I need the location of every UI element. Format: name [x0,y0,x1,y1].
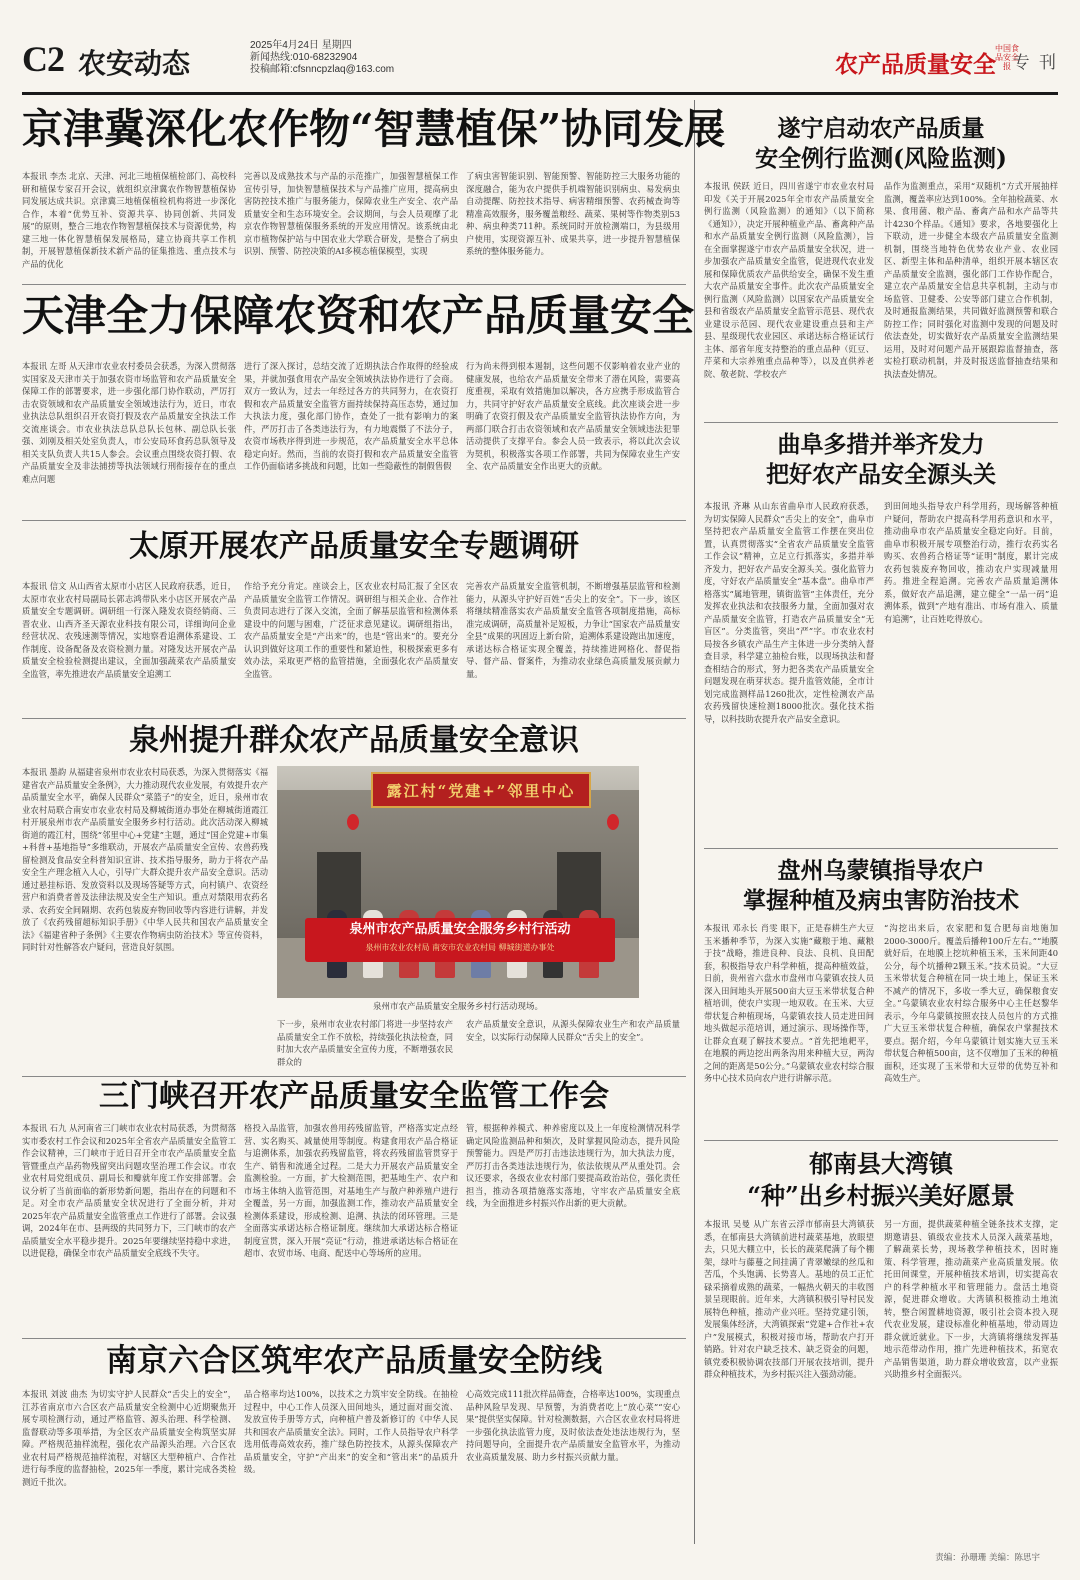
article-body: 管，根据种养模式、种养密度以及上一年度检测情况科学确定风险监测品种和频次，及时掌握风险动态，提升风险预警能力。四是严厉打击违法违规行为，加大执法力度，严厉打击各类违法违规行为，依法依规从严从重处罚。会议还要求，各级农业农村部门要提高政治站位，强化责任担当，推动各项措施落实落地，守牢农产品质量安全底线，为全面推进乡村振兴作出新的更大贡献。 [466,1123,680,1208]
headline-yunan [704,1148,1058,1212]
header-rule [22,92,1058,95]
article-body: 本报讯 石九 从河南省三门峡市农业农村局获悉，为贯彻落实市委农村工作会议和2025年全省农产品质量安全监管工作会议精神，三门峡市于近日召开全市农产品质量安全监管暨重点产品药物残留突出问题攻坚治理工作会议。市农业农村局党组成员、副局长和瓣就年度工作安排部署。会议分析了当前面临的新形势新问题，指出存在的问题和不足。对全市农产品质量安全状况进行了全面分析，并对2025年农产品质量安全监管重点工作进行了部署。会议强调，2024年在市、县两级的共同努力下，三门峡市的农产品质量安全水平稳步提升。2025年要继续坚持稳中求进，以进促稳，确保全市农产品质量安全底线不失守。 [22,1123,236,1258]
divider [22,284,686,285]
divider [22,718,686,719]
article-body: 进行了深入探讨，总结交流了近期执法合作取得的经验成果，并就加强食用农产品安全领域执法协作进行了会商。双方一致认为，过去一年经过各方的共同努力，在农资打假和农产品质量安全监管方面持续保持高压态势，通过加大执法力度，强化部门协作，查处了一批有影响力的案件，严厉打击了各类违法行为，有力地震慑了不法分子，农资市场秩序得到进一步规范，农产品质量安全水平总体稳定向好。然而，当前的农资打假和农产品质量安全监管工作仍面临诸多挑战和问题，比如一些隐蔽性的制假售假 [244,361,458,471]
article-body: 本报讯 邓永长 肖雯 眼下，正是春耕生产大豆玉米播种季节，为深入实施“藏粮于地、藏粮于技”战略，推进良种、良法、良机、良田配套，积极指导农户科学种植，提高种植效益，日前，贵州省六盘水市盘州市乌蒙镇农技人员深入田间地头开展500亩大豆玉米带状复合种植培训，使农户实现一地双收。在玉米、大豆带状复合种植现场，乌蒙镇农技人员走进田间地头做起示范培训，通过演示、现场操作等，让群众直观了解技术要点。“首先把地耙平，在地膜的两边挖出两条沟用来种植大豆，两沟之间的距离是50公分。”乌蒙镇农业农村综合服务中心技术员向农户进行讲解示范。 [704,923,874,1083]
special-edition-title: 农产品质量安全 [835,52,996,78]
article-body: 行为尚未得到根本遏制，这些问题不仅影响着农业产业的健康发展，也给农产品质量安全带来了潜在风险，需要高度重视，采取有效措施加以解决，各方应携手形成监管合力，共同守护好农产品质量安全底线。此次座谈会进一步明确了农资打假及农产品质量安全监管执法协作方向，为两部门联合打击农资领域和农产品质量安全领域违法犯罪活动提供了支撑平台。参会人员一致表示，将以此次会议为契机，积极落实各项工作部署，共同为保障农业生产安全、农产品质量安全作出更大的贡献。 [466,361,680,471]
newspaper-logo: 中国食品安全报 [995,44,1019,71]
article-body: 下一步，泉州市农业农村部门将进一步坚持农产品质量安全工作不放松，持续强化执法检查，同时加大农产品质量安全宣传力度，不断增强农民群众的 [277,1019,453,1067]
issue-date: 2025年4月24日 星期四 [250,40,352,51]
article-body: 本报讯 左哥 从天津市农业农村委员会获悉，为深入贯彻落实国家及天津市关于加强农资市场监管和农产品质量安全保障工作的部署要求，进一步强化部门协作联动，严厉打击农资领域和农产品质量安全领域违法行为，近日，市农业执法总队组织召开农资打假及农产品质量安全执法工作交流座谈会。市农业执法总队总队长包林、副总队长张强、刘刚及相关处室负责人，市公安局环食药总队领导及相关支队负责人共15人参会。会议重点围绕农资打假、农产品质量安全及非法捕捞等执法领域行刑衔接存在的重点难点问题 [22,361,236,484]
article-body: 农产品质量安全意识，从源头保障农业生产和农产品质量安全，以实际行动保障人民群众“舌尖上的安全”。 [466,1019,680,1042]
issue-meta [250,40,394,76]
activity-banner [305,918,615,962]
headline-sanmenxia: 三门峡召开农产品质量安全监管工作会 [99,1079,609,1114]
village-signboard: 露江村“党建+”邻里中心 [371,772,591,808]
article-body: 另一方面，提供蔬菜种植全链条技术支撑，定期邀请县、镇级农业技术人员深入蔬菜基地，了解蔬菜长势，现场教学种植技术，因时施策、科学管理，推动蔬菜产业高质量发展。依托田间课堂，开展种植技术培训，切实提高农户的科学种植水平和管理能力。盘活土地资源，促进群众增收。大湾镇积极推动土地流转，整合闲置耕地资源，吸引社会资本投入现代农业发展，建设标准化种植基地，带动周边群众就近就业。下一步，大湾镇将继续发挥基地示范带动作用，推广先进种植技术，拓宽农产品销售渠道，助力群众增收致富，以产业振兴助推乡村全面振兴。 [884,1219,1058,1379]
headline-line: 遂宁启动农产品质量 [777,115,985,142]
headline-line: 郁南县大湾镇 [809,1149,953,1178]
photo-caption: 泉州市农产品质量安全服务乡村行活动现场。 [372,1002,543,1012]
article-body: 本报讯 墨韵 从福建省泉州市农业农村局获悉，为深入贯彻落实《福建省农产品质量安全条例》，大力推动现代农业发展，有效提升农产品质量安全水平，确保人民群众“菜篮子”的安全，近日，泉州市农业农村局联合南安市农业农村局及柳城街道办事处在柳城街道霞江村开展泉州市农产品质量安全服务乡村行活动。此次活动深入柳城街道的霞江村，围绕“邻里中心+党建”主题，通过“国企党建+市集+科普+基地指导”多维联动，开展农产品质量安全宣传、农兽药残留检测及食品安全科普知识宣讲、技术指导服务，助力于将农产品安全生产理念植入人心，引导广大群众提升农产品安全意识。活动通过悬挂标语、发放资料以及现场答疑等方式，向村镇户、农资经营户和消费者普及法律法规及安全生产知识。重点对禁限用农药名录、农药安全间隔期、农药包装废弃物回收等内容进行讲解，并发放了《农药残留超标知识手册》《中华人民共和国农产品质量安全法》《福建省种子条例》《主要农作物病虫防治技术》等宣传资料，同时针对性解答农户疑问，营造良好氛围。 [22,767,268,952]
article-body: 本报讯 信文 从山西省太原市小店区人民政府获悉，近日，太原市农业农村局副局长郭志鸿带队来小店区开展农产品质量安全专题调研。调研组一行深入隆发农资经销商、三晋农业、山西齐圣天源农业科技有限公司，详细询问企业经营状况、农残速测等情况，实地察看追溯体系建设、工作制度、设备配备及农资检测力量。对隆发达开展农产品质量安全检验检测提出建议，全面加强蔬菜农产品质量安全监管，率先推进农产品质量安全追溯工 [22,581,236,679]
article-body: 了病虫害智能识别、智能预警、智能防控三大服务功能的深度融合，能为农户提供手机端智能识别病虫、易发病虫自动提醒、防控技术指导、病害精细预警、农药械查询等精准高效服务，服务覆盖粮经、蔬菜、果树等作物类别53种、病虫种类711种。系统同时开放检测端口，为县级用户使用，实现资源互补、成果共享，进一步提升智慧植保系统的整体服务能力。 [466,171,680,256]
headline-quanzhou: 泉州提升群众农产品质量安全意识 [129,723,579,758]
red-lantern-icon [607,814,619,830]
article-body: 作给予充分肯定。座谈会上，区农业农村局汇报了全区农产品质量安全监管工作情况。调研组与相关企业、合作社负责同志进行了深入交流，全面了解基层监管和检测体系建设中的问题与困难，广泛征求意见建议。调研组指出，农产品质量安全是“产出来”的，也是“管出来”的。要充分认识到做好这项工作的重要性和紧迫性，积极探索更多有效办法，采取更严格的监管措施，全面强化农产品质量安全监管。 [244,581,458,679]
article-body: 完善以及成熟技术与产品的示范推广，加强智慧植保工作宣传引导，加快智慧植保技术与产品推广应用，提高病虫害防控技术推广与服务能力，保障农业生产安全、农产品质量安全和生态环境安全。会议期间，与会人员观摩了北京农作物智慧植保服务系统的开发应用情况。该系统由北京市植物保护站与中国农业大学联合研发，是整合了病虫识别、预警、防控决策的AI多模态植保模型，实现 [244,171,458,256]
headline-jingjinji: 京津冀深化农作物“智慧植保”协同发展 [22,105,726,153]
banner-title: 泉州市农产品质量安全服务乡村行活动 [349,922,571,937]
divider [22,520,686,521]
article-body: 本报讯 吴曼 从广东省云浮市郁南县大湾镇获悉，在郁南县大湾镇前进村蔬菜基地，放眼望去，只见大棚立中，长长的蔬菜爬满了每个棚架，绿叶与藤蔓之间挂满了青翠嫩绿的丝瓜和苦瓜，个头饱满、长势喜人。基地的员工正忙碌采摘着成熟的蔬菜，一幅热火朝天的丰收图景呈现眼前。近年来，大湾镇积极引导村民发展特色种植，推动产业兴旺。坚持党建引领，发展集体经济，大湾镇探索“党建+合作社+农户”发展模式，积极对接市场，帮助农户打开销路。针对农户缺乏技术、缺乏资金的问题，镇党委积极协调农技部门开展农技培训，提升群众种植技术，为乡村振兴注入强劲动能。 [704,1219,874,1379]
article-body: 本报讯 侯跃 近日，四川省遂宁市农业农村局印发《关于开展2025年全市农产品质量安全例行监测（风险监测）的通知》（以下简称《通知》），决定开展种植业产品、畜禽种产品和水产品质量安全例行监测（风险监测），旨在全面掌握遂宁市农产品质量安全状况，进一步加强农产品质量安全监管，促进现代农业发展和保障优质农产品供给安全，确保不发生重大农产品质量安全事件。此次农产品质量安全例行监测（风险监测）以国家农产品质量安全县和省级农产品质量安全监管示范县、现代农业建设示范园、现代农业建设重点县和主产县、星级现代农业园区、承诺达标合格证试行主体、部省年度支持整治的重点品种（豇豆、芹菜和大宗养殖重点品种等），以及直供养老院、敬老院、学校农产 [704,181,874,379]
headline-line: 安全例行监测(风险监测) [755,145,1007,172]
headline-tianjin: 天津全力保障农资和农产品质量安全 [22,291,695,340]
headline-qufu [704,430,1058,490]
divider [704,422,1058,423]
headline-line: “种”出乡村振兴美好愿景 [747,1181,1015,1210]
red-lantern-icon [347,814,359,830]
page-header [22,38,1058,90]
event-photo [277,766,639,998]
article-body: 本报讯 齐琳 从山东省曲阜市人民政府获悉，为切实保障人民群众“舌尖上的安全”，曲阜市坚持把农产品质量安全监管工作摆在突出位置，认真贯彻落实“全省农产品质量安全监管工作会议”精神，立足立行抓落实，多措并举齐发力，把好农产品安全源头关。强化监管力度，守好农产品质量安全“基本盘”。曲阜市严格落实“属地管理，镇街监管”主体责任，充分发挥农业执法和农技服务力量，全面加强对农产品质量安全监管，打造农产品质量安全“无盲区”。分类监管，突出“严”字。市农业农村局按各乡镇农产品生产主体进一步分类纳入督查目录，科学建立抽检台账，以现场执法和督查相结合的形式，努力把各类农产品质量安全问题发现在萌芽状态。提升监管效能，全市计划完成监测样品1260批次，定性检测农产品农药残留快速检测18000批次。强化技术指导，以科技助农提升农产品安全意识。 [704,501,874,724]
article-body: 格投入品监管，加强农兽用药残留监管，严格落实定点经营、实名购买、减量使用等制度。构建食用农产品合格证与追溯体系，加强农药残留监管，将农药残留监管贯穿于生产、销售和流通全过程。二是大力开展农产品质量安全监测检验。一方面，扩大检测范围，把基地生产、农户和市场主体纳入监管范围，对基地生产与散户种养殖户进行全覆盖，另一方面，加强监测工作，推动农产品质量安全检测体系建设，形成检测、追溯、执法的闭环管理。三是全面落实承诺达标合格证制度。继续加大承诺达标合格证制度宣贯，深入开展“亮证”行动，推进承诺达标合格证在超市、农贸市场、电商、配送中心等场所的应用。 [244,1123,458,1258]
divider [22,1076,686,1077]
headline-line: 掌握种植及病虫害防治技术 [743,887,1019,914]
divider [704,1140,1058,1141]
column-divider [694,100,695,1544]
headline-panzhou [704,856,1058,916]
headline-nanjing-luhe: 南京六合区筑牢农产品质量安全防线 [106,1343,602,1379]
divider [704,848,1058,849]
article-body: 完善农产品质量安全监管机制，不断增强基层监管和检测能力，从源头守护好百姓“舌尖上的安全”。下一步，该区将继续精准落实农产品质量安全监管各项制度措施，高标准完成调研，高质量补足短板，力争让“国家农产品质量安全县”成果的巩固迈上新台阶，追溯体系建设跑出加速度，承诺达标合格证实现全覆盖，持续推进网格化、督促指导、督产品、督案件，为推动农业绿色高质量发展贡献力量。 [466,581,680,679]
headline-line: 盘州乌蒙镇指导农户 [777,857,985,884]
article-body: 品合格率均达100%，以技术之力筑牢安全防线。在抽检过程中，中心工作人员深入田间地头，通过面对面交流、发放宣传手册等方式，向种植户普及新修订的《中华人民共和国农产品质量安全法》。同时，工作人员指导农户科学选用低毒高效农药，推广绿色防控技术，从源头保障农产品质量安全，守护“产出来”的安全和“管出来”的品质升级。 [244,1389,458,1474]
article-body: “沟挖出来后，农家肥和复合肥每亩地施加2000-3000斤。覆盖后播种100斤左右。”“地膜就好后，在地膜上挖坑种植玉米，玉米间距40公分，每个坑播种2颗玉米。”技术员说。“大豆玉米带状复合种植在同一块土地上，保证玉米不减产的情况下，多收一季大豆，确保粮食安全。”乌蒙镇农业农村综合服务中心主任赵黎华表示，今年乌蒙镇按照农技人员包片的方式推广大豆玉米带状复合种植，确保农户掌握技术要点。据介绍，今年乌蒙镇计划实施大豆玉米带状复合种植500亩，这不仅增加了玉米的种植面积，还实现了玉米带和大豆带的优势互补和高效生产。 [884,923,1058,1083]
article-body: 品作为监测重点，采用“双随机”方式开展抽样监测，覆盖率应达到100%。全年抽检蔬菜、水果、食用菌、粮产品、畜禽产品和水产品等共计4230个样品。《通知》要求，各地要强化上下联动，进一步健全本级农产品质量安全监测机制，围绕当地特色优势农业产业、农业园区、新型主体和品种清单，组织开展本辖区农产品质量安全监测，强化部门工作协作配合，建立农产品质量安全信息共享机制，主动与市场监管、卫健委、公安等部门建立合作机制，及时通报监测结果，共同做好监测预警和联合防控工作；同时强化对监测中发现的问题及时依法查处，切实做好农产品质量安全监测结果运用，及时对问题产品开展跟踪监督抽查，落实检打联动机制，并及时报送监督抽查结果和执法查处情况。 [884,181,1058,379]
headline-line: 把好农产品安全源头关 [766,461,996,488]
article-body: 本报讯 李杰 北京、天津、河北三地植保植检部门、高校科研和植保专家召开会议，就组织京津冀农作物智慧植保协同发展达成共识。京津冀三地植保植检机构将进一步深化合作，本着“优势互补、资源共享、协同创新、共同发展”的原则，整合三地农作物智慧植保技术与资源优势，构建三地一体化智慧植保发展格局，建立协商共享工作机制，开展智慧植保新技术新产品的征集推选、重点技术与产品的优化 [22,171,236,269]
headline-suining [704,114,1058,174]
submission-email: 投稿邮箱:cfsnncpzlaq@163.com [250,64,395,75]
news-hotline: 新闻热线:010-68232904 [250,52,358,63]
banner-organizers: 泉州市农业农村局 南安市农业农村局 柳城街道办事处 [365,943,555,952]
article-body: 心高效完成111批次样品筛查，合格率达100%，实现重点品种风险早发现、早预警，为消费者吃上“放心菜”“安心果”提供坚实保障。针对检测数据，六合区农业农村局将进一步强化执法监管力度，及时依法查处违法违规行为，坚持问题导向，全面提升农产品质量安全监管水平，为推动农业高质量发展、助力乡村振兴贡献力量。 [466,1389,680,1462]
section-name: 农安动态 [78,47,191,80]
article-body: 本报讯 刘波 曲杰 为切实守护人民群众“舌尖上的安全”，江苏省南京市六合区农产品质量安全检测中心近期聚焦开展专项检测行动，通过严格监管、源头治理、科学检测、监督联动等多项举措，为全区农产品质量安全构筑坚实屏障。严格规范抽样流程，强化农产品源头治理。六合区农业农村局严格规范抽样流程，对辖区大型种植户、合作社进行每季度的监督抽检，2025年一季度，累计完成各类检测近千批次。 [22,1389,236,1487]
special-edition-tag: 专 刊 [1012,53,1058,73]
headline-taiyuan: 太原开展农产品质量安全专题调研 [129,529,579,564]
divider [22,1338,686,1339]
page-number: C2 [22,39,64,79]
article-body: 到田间地头指导农户科学用药，现场解答种植户疑问，帮助农户提高科学用药意识和水平，推动曲阜市农产品质量安全稳定向好。目前，曲阜市积极开展专项整治行动，推行农药实名购买、农兽药合格证等“证明”制度，累计完成农药包装废弃物回收，推动农户实现减量用药。推进全程追溯。完善农产品质量追溯体系，做好农产品追溯，建立健全“一品一码”追溯体系，做到“产地有准出、市场有准入、质量有追溯”，让百姓吃得放心。 [884,501,1058,624]
editor-credits: 责编：孙珊珊 美编：陈思宇 [935,1553,1040,1563]
headline-line: 曲阜多措并举齐发力 [777,431,985,458]
